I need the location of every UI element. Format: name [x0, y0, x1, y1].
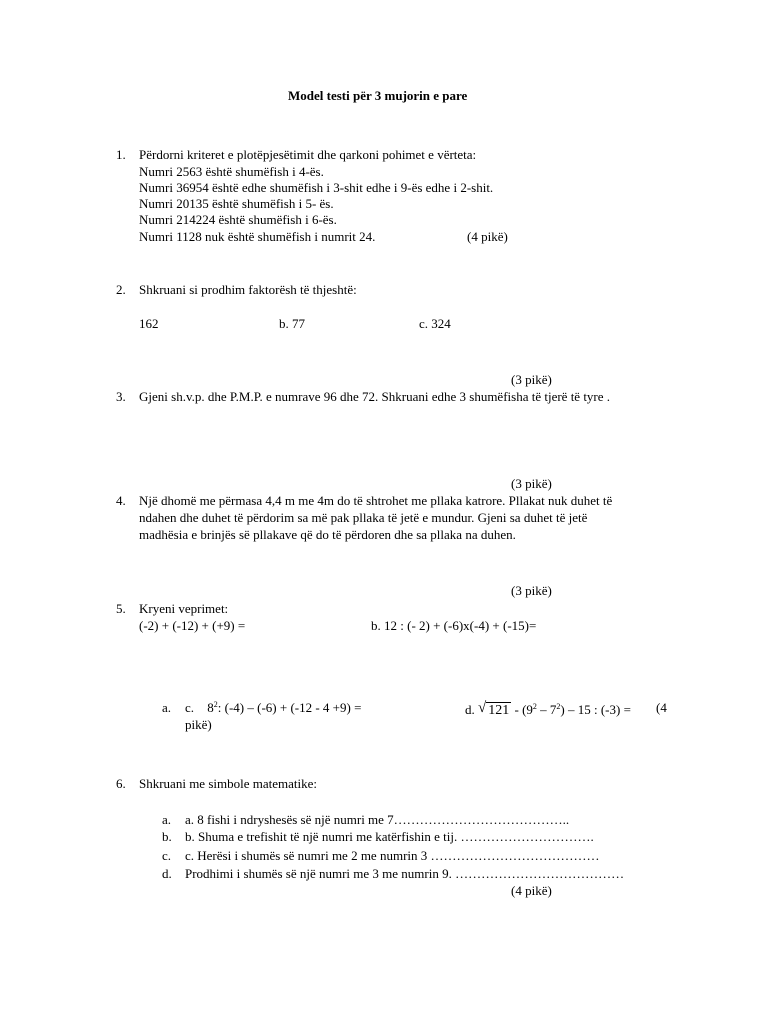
list-item: b. Shuma e trefishit të një numri me katërfishin e tij. ………………………….	[185, 829, 594, 844]
question-text: Kryeni veprimet:	[139, 601, 229, 616]
square-root	[478, 700, 511, 719]
question-text: Shkruani me simbole matematike:	[139, 776, 317, 791]
statement-line: Numri 214224 është shumëfish i 6-ës.	[139, 212, 337, 227]
radical-sign-icon: √	[478, 700, 487, 716]
item-label: c.	[185, 700, 195, 715]
expression-part: - (9	[511, 702, 533, 717]
list-marker: a.	[162, 812, 172, 827]
item-label: d.	[465, 702, 475, 717]
list-marker: b.	[162, 829, 172, 844]
exponent: 2	[532, 702, 537, 711]
points-label: (4 pikë)	[467, 229, 508, 244]
list-item: a. 8 fishi i ndryshesës së një numri me 7…………………………………..	[185, 812, 570, 827]
expression-c	[185, 700, 361, 716]
question-number: 4.	[116, 493, 126, 508]
question-text: Përdorni kriteret e plotëpjesëtimit dhe qarkoni pohimet e vërteta:	[139, 147, 477, 162]
item-a: 162	[139, 316, 159, 331]
exponent: 2	[556, 702, 561, 711]
statement-line: Numri 20135 është shumëfish i 5- ës.	[139, 196, 334, 211]
question-number: 3.	[116, 389, 126, 404]
question-number: 1.	[116, 147, 126, 162]
radicand: 121	[488, 703, 510, 718]
statement-line: Numri 2563 është shumëfish i 4-ës.	[139, 164, 324, 179]
points-label: (3 pikë)	[511, 372, 552, 387]
item-b: b. 77	[279, 316, 305, 331]
expression-d	[465, 700, 631, 719]
statement-line: Numri 36954 është edhe shumëfish i 3-shit edhe i 9-ës edhe i 2-shit.	[139, 180, 494, 195]
points-label: (3 pikë)	[511, 583, 552, 598]
question-text: Shkruani si prodhim faktorësh të thjeshtë:	[139, 282, 357, 297]
question-text-line: ndahen dhe duhet të përdorim sa më pak pllaka të jetë e mundur. Gjeni sa duhet të jetë	[139, 510, 588, 525]
item-c: c. 324	[419, 316, 451, 331]
question-text-line: madhësia e brinjës së pllakave që do të përdoren dhe sa pllaka na duhen.	[139, 527, 516, 542]
page-title: Model testi për 3 mujorin e pare	[288, 88, 468, 103]
points-label-continued: pikë)	[185, 717, 212, 732]
list-item: Prodhimi i shumës së një numri me 3 me numrin 9. …………………………………	[185, 866, 625, 881]
points-label: (4	[656, 700, 667, 715]
expression-b: b. 12 : (- 2) + (-6)x(-4) + (-15)=	[371, 618, 537, 633]
list-marker: a.	[162, 700, 172, 715]
expression-rest: : (-4) – (-6) + (-12 - 4 +9) =	[217, 700, 362, 715]
question-text: Gjeni sh.v.p. dhe P.M.P. e numrave 96 dhe 72. Shkruani edhe 3 shumëfisha të tjerë të tyre .	[139, 389, 611, 404]
question-text-line: Një dhomë me përmasa 4,4 m me 4m do të shtrohet me pllaka katrore. Pllakat nuk duhet të	[139, 493, 613, 508]
points-label: (4 pikë)	[511, 883, 552, 898]
list-item: c. Herësi i shumës së numri me 2 me numrin 3 …………………………………	[185, 848, 600, 863]
list-marker: d.	[162, 866, 172, 881]
question-number: 5.	[116, 601, 126, 616]
expression-a: (-2) + (-12) + (+9) =	[139, 618, 246, 633]
question-number: 6.	[116, 776, 126, 791]
list-marker: c.	[162, 848, 172, 863]
expression-part: ) – 15 : (-3) =	[560, 702, 631, 717]
expression-part: – 7	[536, 702, 557, 717]
exponent: 2	[213, 700, 218, 709]
statement-line: Numri 1128 nuk është shumëfish i numrit 24.	[139, 229, 376, 244]
base: 8	[207, 700, 214, 715]
question-number: 2.	[116, 282, 126, 297]
points-label: (3 pikë)	[511, 476, 552, 491]
